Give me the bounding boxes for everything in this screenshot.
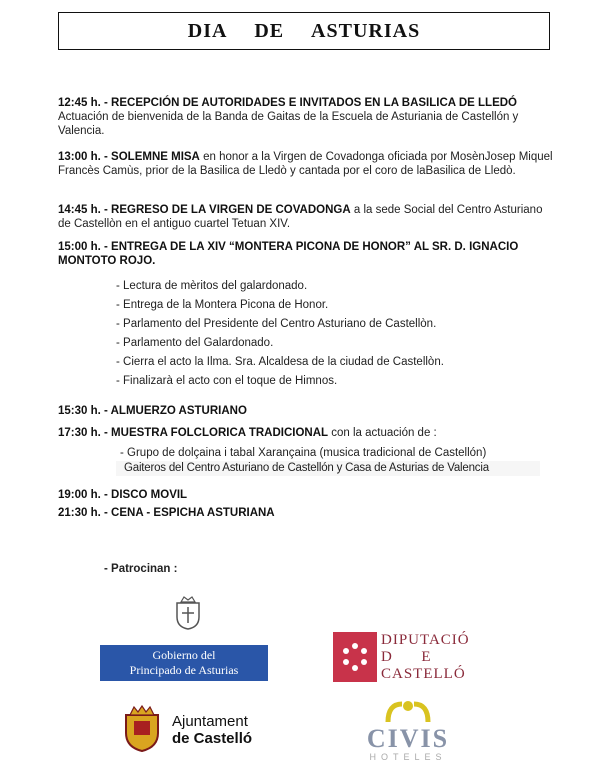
folk-groups — [120, 446, 540, 476]
sponsors-label: - Patrocinan : — [104, 563, 178, 575]
event-text: con la actuación de : — [331, 427, 437, 439]
event-text: Actuación de bienvenida de la Banda de Gaitas de la Escuela de Asturiania de Castellón y Valencia. — [58, 111, 519, 137]
page-title: DIA DE ASTURIAS — [187, 19, 421, 42]
event-1245 — [58, 96, 558, 138]
ajuntament-line: de Castelló — [172, 730, 253, 747]
ajuntament-castello-logo — [120, 705, 270, 753]
event-headline: - MUESTRA FOLCLORICA TRADICIONAL — [104, 427, 329, 439]
title-box — [58, 12, 550, 50]
event-time: 21:30 h. — [58, 507, 101, 519]
ceremony-list — [116, 277, 536, 391]
event-1300 — [58, 150, 558, 178]
list-item: - Grupo de dolçaina i tabal Xarançaina (musica tradicional de Castellón) — [120, 447, 487, 459]
civis-wordmark: CIVIS — [366, 724, 450, 753]
civis-hoteles-logo — [358, 698, 458, 763]
event-time: 17:30 h. — [58, 427, 101, 439]
ajuntament-crest-icon — [120, 705, 164, 753]
event-time: 13:00 h. — [58, 151, 101, 163]
gobierno-asturias-logo — [100, 645, 268, 681]
event-headline: - RECEPCIÓN DE AUTORIDADES E INVITADOS EN LA BASILICA DE LLEDÓ — [104, 97, 517, 109]
diputacio-line: D E — [381, 649, 432, 665]
gobierno-line: Gobierno del — [152, 648, 216, 662]
event-time: 15:30 h. — [58, 405, 101, 417]
event-text: a la sede Social del Centro Asturiano de Castellòn en el antiguo cuartel Tetuan XIV. — [58, 204, 543, 230]
event-time: 15:00 h. — [58, 241, 101, 253]
event-1730 — [58, 426, 558, 440]
event-1530 — [58, 404, 558, 418]
list-item: - Cierra el acto la Ilma. Sra. Alcaldesa de la ciudad de Castellòn. — [116, 356, 444, 368]
event-2130 — [58, 506, 558, 520]
list-item: - Finalizarà el acto con el toque de Himnos. — [116, 375, 338, 387]
diputacio-castello-logo — [333, 632, 488, 684]
ajuntament-line: Ajuntament — [172, 713, 248, 730]
event-1900 — [58, 488, 558, 502]
event-headline: - DISCO MOVIL — [104, 489, 188, 501]
list-item: - Lectura de mèritos del galardonado. — [116, 280, 308, 292]
event-headline: - ENTREGA DE LA XIV “MONTERA PICONA DE HONOR” AL SR. D. IGNACIO MONTOTO ROJO. — [58, 241, 519, 267]
diputacio-line: DIPUTACIÓ — [381, 632, 470, 648]
event-headline: - REGRESO DE LA VIRGEN DE COVADONGA — [104, 204, 351, 216]
event-headline: - CENA - ESPICHA ASTURIANA — [104, 507, 275, 519]
event-headline: - ALMUERZO ASTURIANO — [104, 405, 247, 417]
event-1445 — [58, 203, 558, 231]
diputacio-mark-icon — [333, 632, 377, 682]
civis-symbol-icon — [358, 698, 458, 726]
list-item: - Parlamento del Galardonado. — [116, 337, 274, 349]
gobierno-line: Principado de Asturias — [129, 663, 239, 677]
event-1500 — [58, 240, 558, 268]
event-time: 19:00 h. — [58, 489, 101, 501]
list-item: - Entrega de la Montera Picona de Honor. — [116, 299, 329, 311]
event-text: en honor a la Virgen de Covadonga oficiada por MosènJosep Miquel Francès Camùs, prior de la Basilica de Lledò y cantada por el coro de laBasilica de Lledò. — [58, 151, 553, 177]
event-time: 14:45 h. — [58, 204, 101, 216]
asturias-shield-icon — [173, 595, 203, 631]
event-headline: - SOLEMNE MISA — [104, 151, 200, 163]
list-item: Gaiteros del Centro Asturiano de Castellón y Casa de Asturias de Valencia — [116, 461, 540, 476]
list-item: - Parlamento del Presidente del Centro Asturiano de Castellòn. — [116, 318, 437, 330]
civis-subtitle: HOTELES — [369, 752, 447, 762]
diputacio-line: CASTELLÓ — [381, 666, 466, 682]
event-time: 12:45 h. — [58, 97, 101, 109]
